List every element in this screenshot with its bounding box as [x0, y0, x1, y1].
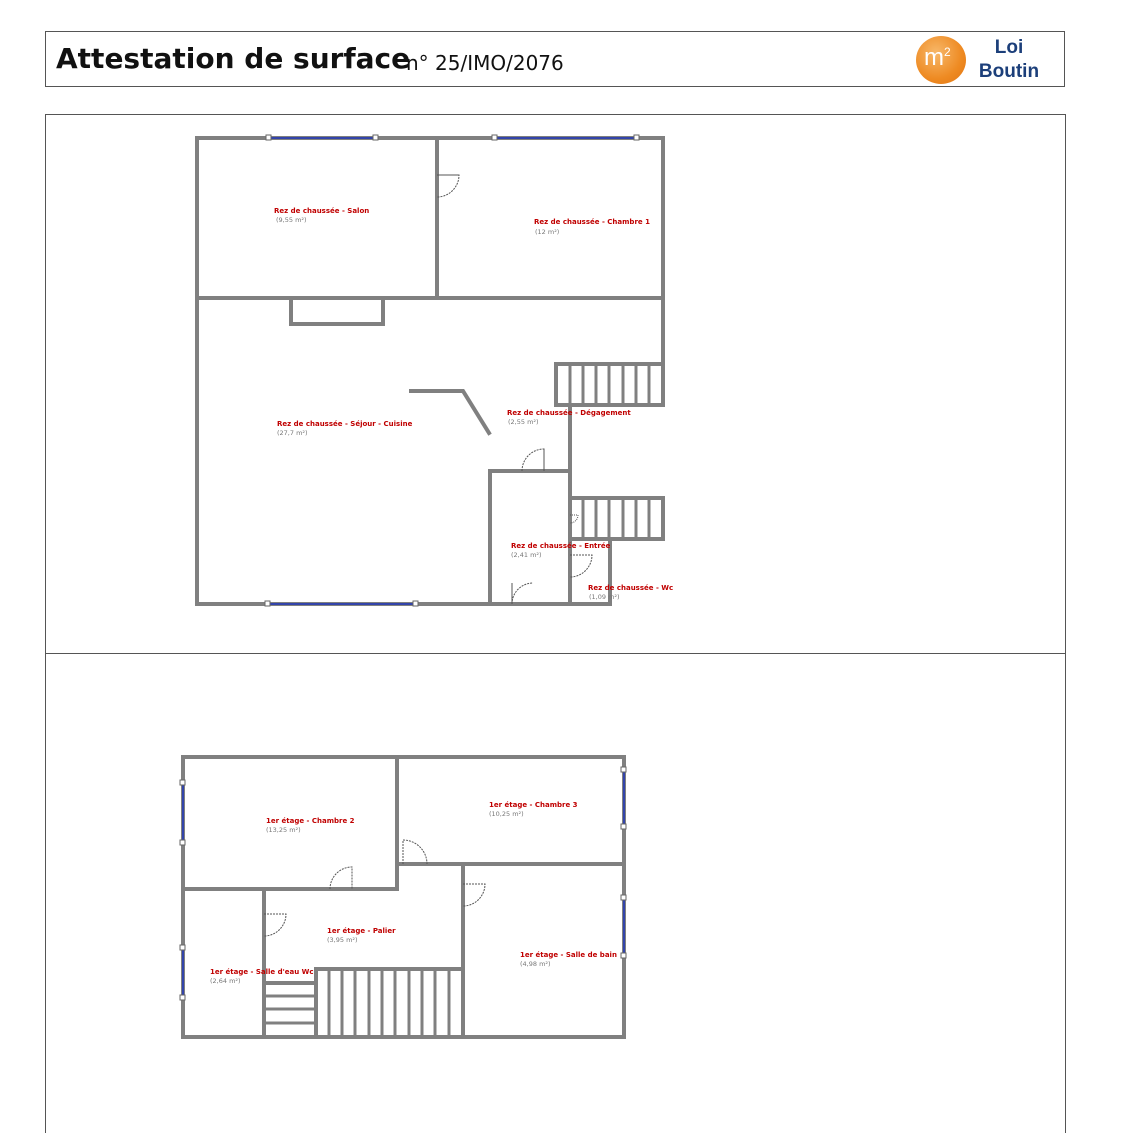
room-area: (2,55 m²) — [508, 418, 539, 426]
logo-line-1: Loi — [994, 37, 1024, 58]
logo-line-2: Boutin — [978, 61, 1040, 82]
room-area: (13,25 m²) — [266, 826, 301, 834]
room-label: Rez de chaussée - Séjour - Cuisine — [277, 420, 413, 428]
first-floor-panel — [45, 653, 1066, 1133]
room-label: Rez de chaussée - Entrée — [511, 542, 611, 550]
first-floor-plan — [46, 654, 1065, 1127]
room-label: 1er étage - Chambre 2 — [266, 817, 355, 825]
room-label: Rez de chaussée - Dégagement — [507, 409, 631, 417]
room-label: 1er étage - Palier — [327, 927, 396, 935]
room-area: (10,25 m²) — [489, 810, 524, 818]
room-area: (2,64 m²) — [210, 977, 241, 985]
document-title: Attestation de surface — [56, 42, 411, 75]
room-area: (9,55 m²) — [276, 216, 307, 224]
room-label: 1er étage - Salle d'eau Wc — [210, 968, 314, 976]
document-number: n° 25/IMO/2076 — [406, 51, 564, 75]
room-area: (12 m²) — [535, 228, 560, 236]
room-label: 1er étage - Chambre 3 — [489, 801, 578, 809]
room-label: Rez de chaussée - Chambre 1 — [534, 218, 650, 226]
logo-text — [974, 36, 1044, 84]
room-label: Rez de chaussée - Wc — [588, 584, 674, 592]
document-header — [45, 31, 1065, 87]
room-label: Rez de chaussée - Salon — [274, 207, 370, 215]
logo-symbol: $m^2$ — [924, 44, 951, 71]
room-area: (2,41 m²) — [511, 551, 542, 559]
room-label: 1er étage - Salle de bain — [520, 951, 617, 959]
room-area: (1,09 m²) — [589, 593, 620, 601]
room-area: (4,98 m²) — [520, 960, 551, 968]
ground-floor-panel — [45, 114, 1066, 654]
room-area: (27,7 m²) — [277, 429, 308, 437]
ground-floor-plan — [46, 115, 1065, 653]
room-area: (3,95 m²) — [327, 936, 358, 944]
